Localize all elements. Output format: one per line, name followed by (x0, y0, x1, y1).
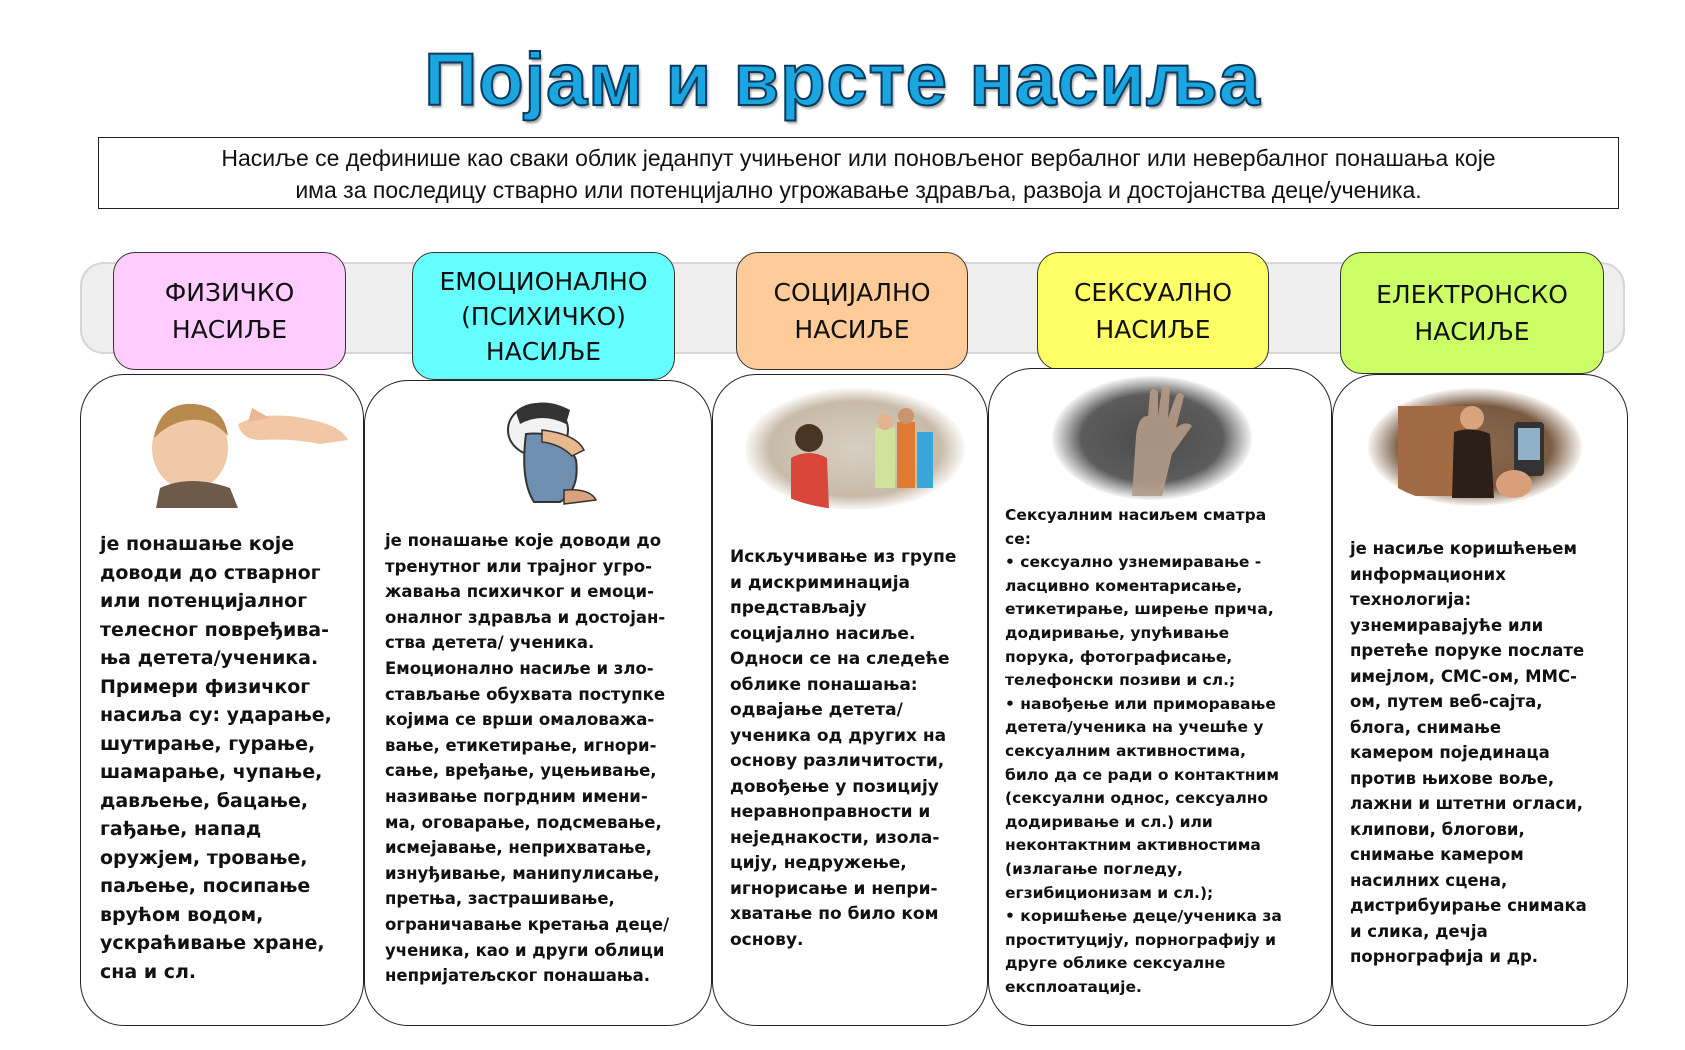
text-line: врућом водом, (100, 903, 264, 926)
category-header-emotional (412, 252, 675, 380)
card-text-physical (100, 530, 350, 986)
text-line: жавања психичког и емоци- (385, 582, 654, 602)
text-line: узнемиравајуће или (1350, 615, 1544, 635)
text-line: сексуалним активностима, (1005, 741, 1246, 760)
text-line: ограничавање кретања деце/ (385, 914, 670, 934)
category-header-physical (113, 252, 346, 370)
text-line: друге облике сексуалне (1005, 954, 1226, 973)
text-line: етикетирање, ширење прича, (1005, 600, 1274, 619)
text-line: оналног здравља и достојан- (385, 607, 666, 627)
card-text-social (730, 545, 980, 953)
text-line: информационих (1350, 564, 1506, 584)
text-line: паљење, посипање (100, 875, 311, 897)
text-line: ства детета/ ученика. (385, 633, 595, 653)
text-line: ма, оговарање, подсмевање, (385, 812, 662, 832)
text-line: телефонски позиви и сл.; (1005, 671, 1236, 690)
text-line: сна и сл. (100, 960, 197, 983)
text-line: камером појединаца (1350, 743, 1550, 762)
text-line: дављење, бацање, (100, 789, 309, 812)
text-line: игнорисање и непри- (730, 878, 938, 899)
text-line: исмејавање, неприхватање, (385, 838, 652, 858)
text-line: • навођење или приморавање (1005, 694, 1276, 713)
header-line: НАСИЉЕ (794, 315, 910, 344)
text-line: проституцију, порнографију и (1005, 930, 1277, 949)
text-line: и дискриминација (730, 572, 911, 593)
text-line: Сексуалним насиљем сматра (1005, 506, 1267, 524)
text-line: • сексуално узнемиравање - (1005, 553, 1262, 572)
header-line: ЕМОЦИОНАЛНО (439, 266, 648, 296)
text-line: основу различитости, (730, 751, 945, 771)
text-line: додиривање, упућивање (1005, 623, 1230, 642)
text-line: тренутног или трајног угро- (385, 556, 652, 576)
text-line: Примери физичког (100, 675, 311, 698)
definition-box (98, 137, 1619, 209)
text-line: хватање по било ком (730, 904, 939, 924)
text-line: је понашање које (100, 533, 295, 555)
text-line: ласцивно коментарисање, (1005, 576, 1243, 595)
text-line: насилних сцена, (1350, 870, 1508, 890)
text-line: телесног повређива- (100, 618, 329, 641)
header-line: СЕКСУАЛНО (1073, 278, 1233, 307)
text-line: је насиље коришћењем (1350, 539, 1577, 558)
text-line: клипови, блогови, (1350, 819, 1525, 839)
definition-line-2: има за последицу стварно или потенцијално угрожавање здравља, развоја и достојанства деце/ученика. (295, 177, 1422, 203)
category-header-sexual (1037, 252, 1269, 370)
card-text-sexual (1005, 504, 1325, 999)
text-line: одвајање детета/ (730, 700, 903, 720)
text-line: доводи до стварног (100, 561, 321, 584)
text-line: облике понашања: (730, 674, 918, 695)
header-line: НАСИЉЕ (1414, 317, 1530, 346)
text-line: порука, фотографисање, (1005, 647, 1233, 666)
text-line: ом, путем веб-сајта, (1350, 692, 1543, 711)
phone-filming-bullying-photo (1368, 388, 1582, 506)
text-line: ња детета/ученика. (100, 647, 319, 669)
text-line: ученика, као и други облици (385, 940, 665, 960)
text-line: неравноправности и (730, 802, 931, 822)
text-line: стављање обухвата поступке (385, 684, 666, 704)
text-line: егзибиционизам и сл.); (1005, 883, 1214, 902)
text-line: гађање, напад (100, 818, 262, 840)
excluded-girl-photo (745, 388, 965, 510)
text-line: социјално насиље. (730, 623, 916, 644)
text-line: било да се ради о контактним (1005, 765, 1279, 784)
text-line: ускраћивање хране, (100, 932, 325, 954)
text-line: шутирање, гурање, (100, 732, 316, 755)
text-line: основу. (730, 929, 804, 950)
text-line: цију, недружење, (730, 853, 907, 873)
text-line: називање погрдним имени- (385, 786, 648, 806)
text-line: непријатељског понашања. (385, 966, 651, 986)
text-line: блога, снимање (1350, 717, 1502, 737)
text-line: порнографија и др. (1350, 947, 1539, 966)
text-line: (излагање погледу, (1005, 859, 1183, 878)
header-line: НАСИЉЕ (485, 336, 602, 366)
text-line: претеће поруке послате (1350, 641, 1585, 660)
text-line: детета/ученика на учешће у (1005, 718, 1264, 737)
text-line: шамарање, чупање, (100, 761, 323, 783)
definition-line-1: Насиље се дефинише као сваки облик једанпут учињеног или поновљеног вербалног или невербалног понашања које (221, 145, 1496, 171)
text-line: насиља су: ударање, (100, 704, 332, 726)
header-line: ЕЛЕКТРОНСКО (1376, 280, 1568, 309)
card-text-emotional (385, 528, 705, 989)
text-line: представљају (730, 598, 867, 618)
text-line: ученика од других на (730, 725, 947, 746)
category-header-social (736, 252, 968, 370)
text-line: лажни и штетни огласи, (1350, 794, 1583, 813)
text-line: довођење у позицију (730, 776, 939, 797)
text-line: Односи се на следеће (730, 649, 950, 669)
text-line: изнуђивање, манипулисање, (385, 863, 660, 883)
text-line: дистрибуирање снимака (1350, 896, 1587, 915)
card-text-electronic (1350, 536, 1620, 970)
text-line: се: (1005, 529, 1031, 548)
header-line: СОЦИЈАЛНО (773, 278, 931, 307)
text-line: којима се врши омаловажа- (385, 710, 655, 730)
text-line: претња, застрашивање, (385, 889, 615, 909)
text-line: технологија: (1350, 590, 1472, 609)
text-line: снимање камером (1350, 845, 1524, 864)
text-line: и слика, дечја (1350, 921, 1488, 941)
text-line: сање, вређање, уцењивање, (385, 761, 657, 781)
header-line: ФИЗИЧКО (164, 278, 295, 307)
text-line: Искључивање из групе (730, 547, 957, 567)
text-line: или потенцијалног (100, 590, 308, 612)
text-line: вање, етикетирање, игнори- (385, 735, 657, 755)
category-header-electronic (1340, 252, 1604, 374)
text-line: додиривање и сл.) или (1005, 812, 1213, 831)
text-line: (сексуални однос, сексуално (1005, 789, 1269, 808)
header-line: НАСИЉЕ (1095, 315, 1211, 344)
text-line: против њихове воље, (1350, 768, 1555, 788)
header-line: (ПСИХИЧКО) (461, 301, 626, 331)
text-line: • коришћење деце/ученика за (1005, 907, 1282, 926)
text-line: неједнакости, изола- (730, 827, 940, 848)
page-title: Појам и врсте насиља (424, 38, 1261, 121)
text-line: Емоционално насиље и зло- (385, 658, 654, 678)
crouching-child-drawing (480, 390, 610, 510)
text-line: оружјем, тровање, (100, 846, 308, 869)
text-line: експлоатације. (1005, 977, 1142, 996)
text-line: имејлом, СМС-ом, ММС- (1350, 666, 1577, 686)
raised-hand-photo (1052, 376, 1252, 500)
text-line: је понашање које доводи до (385, 531, 662, 550)
header-line: НАСИЉЕ (171, 315, 288, 344)
boy-being-slapped-photo (120, 388, 350, 508)
text-line: неконтактним активностима (1005, 836, 1261, 855)
